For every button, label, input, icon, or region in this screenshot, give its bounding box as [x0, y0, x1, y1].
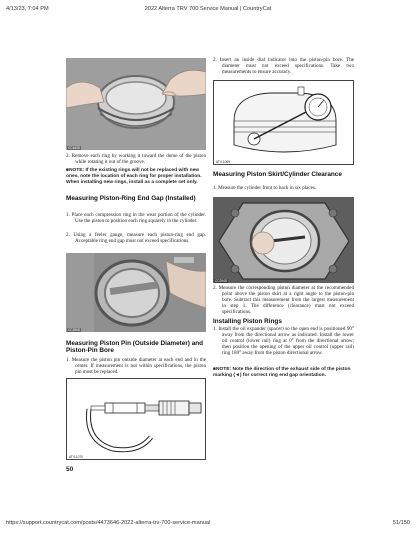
heading-install-rings: Installing Piston Rings [213, 318, 282, 325]
print-url: https://support.countrycat.com/posts/4473646-2022-alterra-trv-700-service-manual [6, 520, 211, 526]
cylinder-bore-image [213, 197, 354, 283]
print-page-count: 51/150 [392, 520, 410, 526]
step-dial-indicator: 2. Insert an inside dial indicator into the piston-pin bore. The diameter must not exceed specifications. Take two measurements to ensure accuracy. [213, 57, 354, 75]
step-measure-pin: 1. Measure the piston pin outside diameter at each end and in the center. If measurement is not within specifications, the piston pin must be replaced. [66, 357, 206, 375]
piston-ring-removal-photo [66, 58, 206, 150]
heading-ring-end-gap: Measuring Piston-Ring End Gap (Installed) [66, 195, 196, 202]
step-feeler-gauge: 2. Using a feeler gauge, measure each piston-ring end gap. Acceptable ring end gap must not exceed specifications. [66, 232, 206, 244]
figure-code: CC294D [215, 279, 228, 283]
cylinder-bore-photo [213, 197, 354, 283]
heading-piston-pin: Measuring Piston Pin (Outside Diameter) and Piston-Pin Bore [66, 340, 204, 355]
piston-ring-removal-image [66, 58, 206, 150]
ring-gap-image [66, 253, 206, 332]
print-title: 2022 Alterra TRV 700 Service Manual | CountryCat [144, 6, 272, 12]
step-remove-ring: 2. Remove each ring by working it toward the dome of the piston while rotating it out of the groove. [66, 153, 206, 165]
figure-code: CC280D [68, 328, 81, 332]
print-footer [6, 520, 410, 530]
figure-code: ATV-1070 [69, 455, 83, 459]
print-date: 4/13/23, 7:04 PM [6, 6, 49, 12]
step-measure-cylinder: 1. Measure the cylinder front to back in six places. [213, 185, 317, 191]
note-exhaust-direction: ■NOTE: Note the direction of the exhaust side of the piston marking (◄) for correct ring end gap orientation. [213, 367, 351, 378]
page-number: 50 [66, 466, 74, 473]
step-measure-piston-diameter: 2. Measure the corresponding piston diameter at the recommended point above the piston skirt at a right angle to the piston-pin bore. Subtract this measurement from the largest measurement in step 1. The difference (clearance) must not exceed specifications. [213, 285, 354, 315]
heading-skirt-clearance: Measuring Piston Skirt/Cylinder Clearance [213, 171, 342, 178]
step-place-ring: 1. Place each compression ring in the wear portion of the cylinder. Use the piston to position each ring squarely in the cylinder. [66, 212, 206, 224]
step-install-oil-expander: 1. Install the oil expander (spacer) so the open end is positioned 90° away from the directional arrow as indicated. Install the lower oil control (lower rail) ring at 0° from the directional arrow; then position the opening of the upper oil control (upper rail) ring 180° away from the piston directional arrow. [213, 326, 354, 356]
note-replace-rings: ■NOTE: If the existing rings will not be replaced with new ones, note the location of each ring for proper installation. When installing new rings, install as a complete set only. [66, 168, 202, 185]
figure-code: CC460D [68, 146, 81, 150]
ring-gap-photo [66, 253, 206, 332]
dial-indicator-image [214, 81, 354, 165]
dial-indicator-illustration [213, 80, 354, 165]
micrometer-image [67, 379, 206, 460]
figure-code: ATV-1069 [216, 160, 230, 164]
print-header [6, 6, 410, 18]
micrometer-illustration [66, 378, 206, 460]
